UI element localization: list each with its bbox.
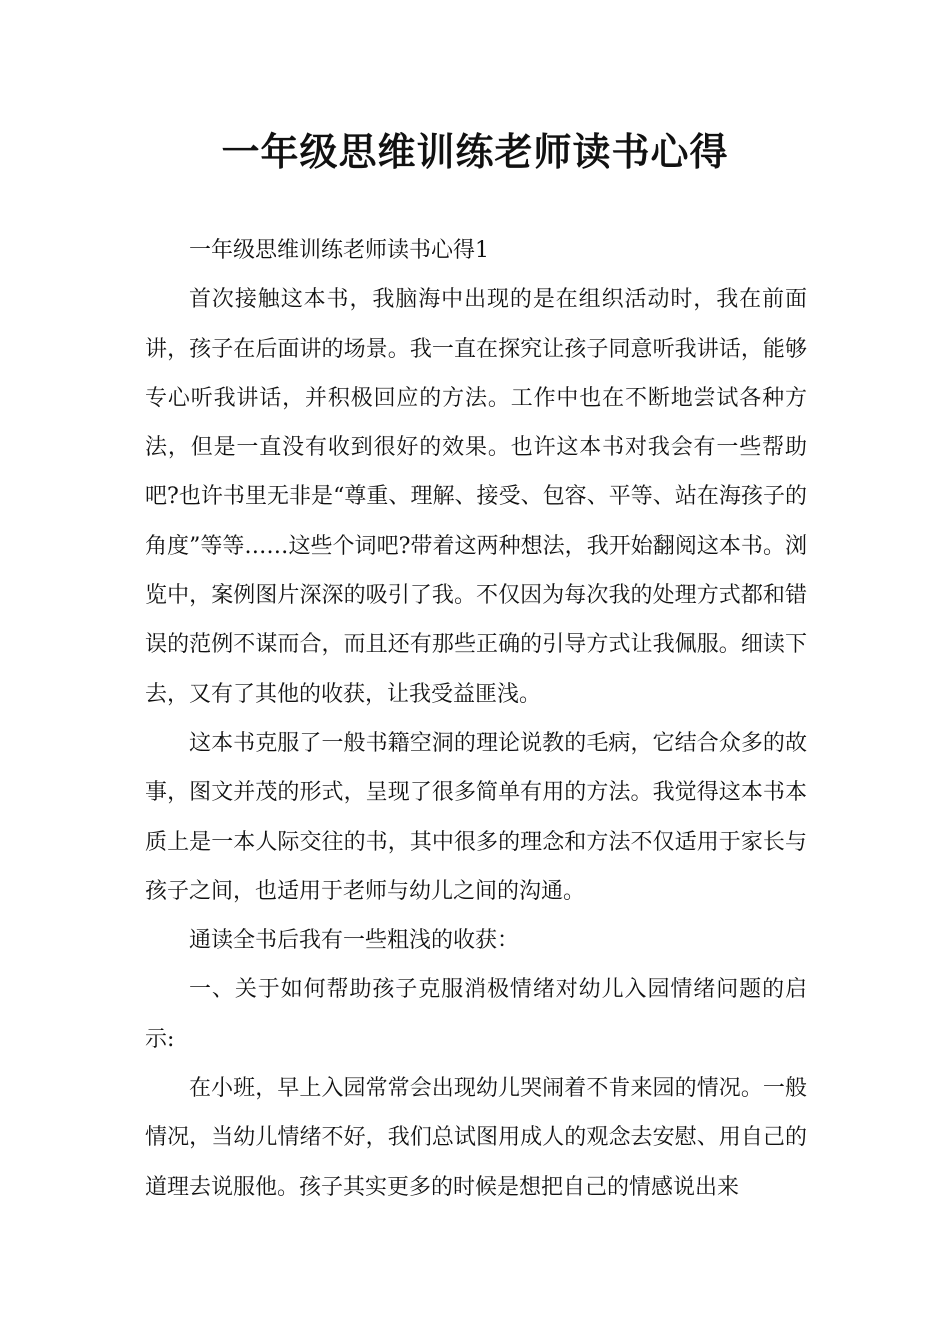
paragraph: 通读全书后我有一些粗浅的收获： — [189, 928, 520, 954]
document-body — [145, 226, 807, 1212]
document-title: 一年级思维训练老师读书心得 — [221, 130, 729, 174]
paragraph-section-heading: 一、关于如何帮助孩子克服消极情绪对幼儿入园情绪问题的启示: — [145, 977, 807, 1052]
paragraph: 这本书克服了一般书籍空洞的理论说教的毛病，它结合众多的故事，图文并茂的形式，呈现了很多简单有用的方法。我觉得这本书本质上是一本人际交往的书，其中很多的理念和方法不仅适用于家长与孩子之间，也适用于老师与幼儿之间的沟通。 — [145, 730, 807, 904]
paragraph: 在小班，早上入园常常会出现幼儿哭闹着不肯来园的情况。一般情况，当幼儿情绪不好，我们总试图用成人的观念去安慰、用自己的道理去说服他。孩子其实更多的时候是想把自己的情感说出来 — [145, 1076, 807, 1200]
paragraph-subtitle: 一年级思维训练老师读书心得1 — [189, 238, 489, 263]
paragraph: 首次接触这本书，我脑海中出现的是在组织活动时，我在前面讲，孩子在后面讲的场景。我一直在探究让孩子同意听我讲话，能够专心听我讲话，并积极回应的方法。工作中也在不断地尝试各种方法，但是一直没有收到很好的效果。也许这本书对我会有一些帮助吧?也许书里无非是“尊重、理解、接受、包容、平等、站在海孩子的角度”等等……这些个词吧?带着这两种想法，我开始翻阅这本书。浏览中，案例图片深深的吸引了我。不仅因为每次我的处理方式都和错误的范例不谋而合，而且还有那些正确的引导方式让我佩服。细读下去，又有了其他的收获，让我受益匪浅。 — [145, 287, 807, 707]
